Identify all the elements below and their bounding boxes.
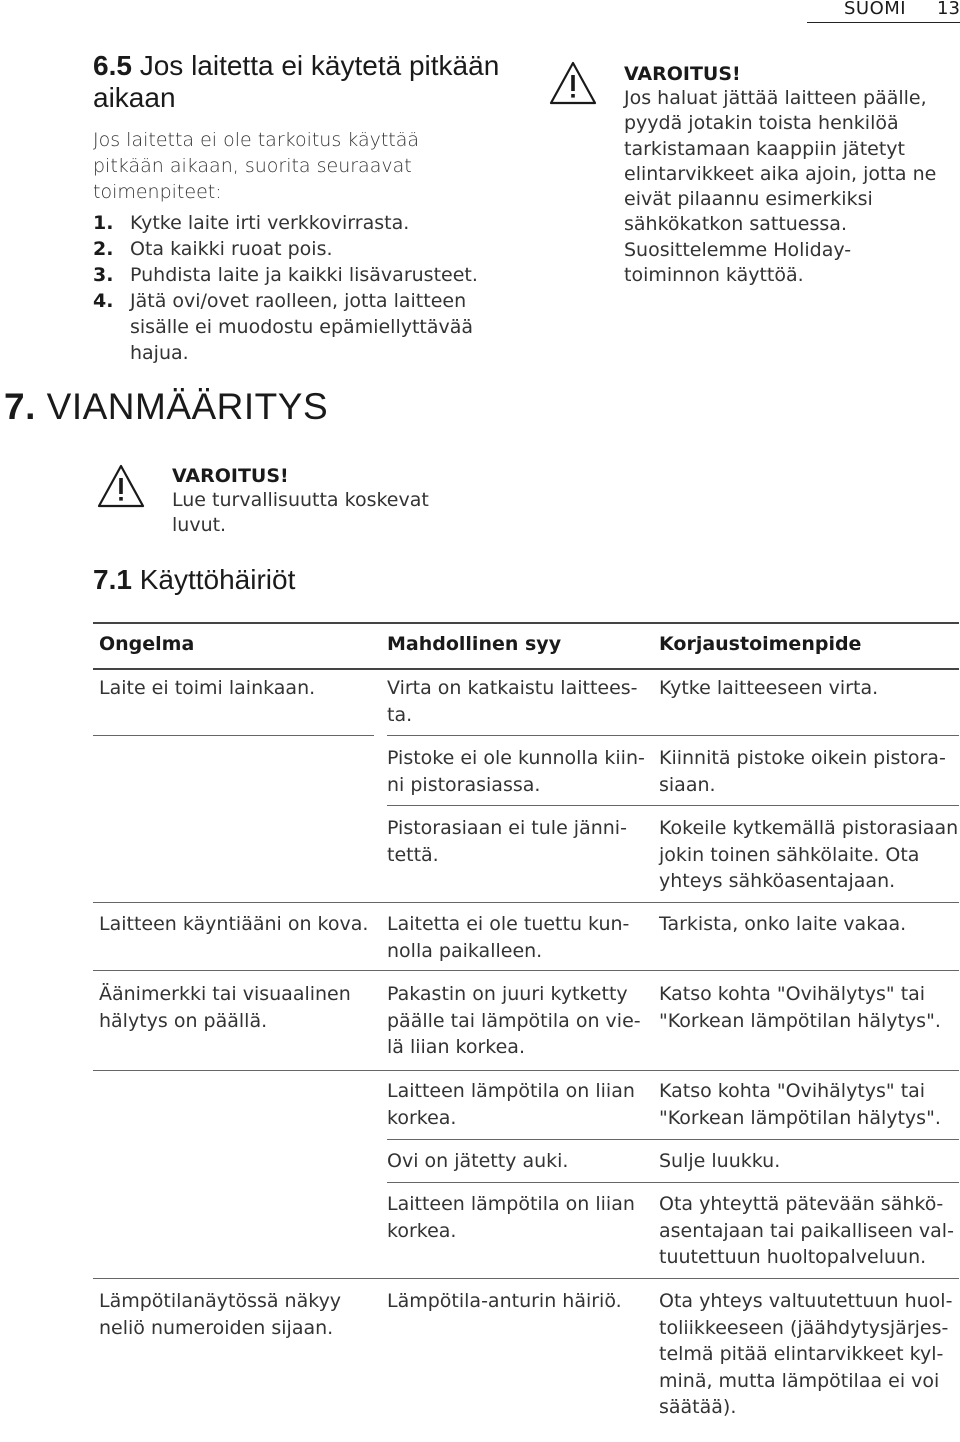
table-cell-problem: Laitteen käyntiääni on kova.	[99, 913, 369, 935]
warning-title: VAROITUS!	[624, 63, 741, 85]
table-cell-remedy: Katso kohta "Ovihälytys" tai "Korkean lämpötilan hälytys".	[659, 1080, 941, 1129]
section-7-1-heading	[93, 563, 295, 597]
header-rule	[807, 22, 960, 23]
row-divider	[387, 805, 959, 806]
step-number: 1.	[93, 212, 114, 234]
table-cell-problem: Laite ei toimi lainkaan.	[99, 677, 316, 699]
section-title: Käyttöhäiriöt	[139, 564, 296, 595]
column-header-problem: Ongelma	[99, 633, 195, 655]
step-item	[93, 288, 513, 366]
table-cell-remedy: Kokeile kytkemällä pistorasiaan jokin toinen sähkölaite. Ota yhteys sähköasentajaan.	[659, 817, 959, 892]
row-divider	[93, 735, 374, 736]
steps-list	[93, 210, 513, 366]
section-7-heading	[4, 385, 328, 429]
row-divider	[93, 970, 959, 971]
table-cell-cause: Virta on katkaistu laitteesta.	[387, 677, 638, 726]
row-divider	[387, 735, 959, 736]
row-divider	[93, 902, 959, 903]
step-number: 4.	[93, 290, 114, 312]
table-cell-remedy: Katso kohta "Ovihälytys" tai "Korkean lämpötilan hälytys".	[659, 983, 941, 1032]
table-cell-cause: Pakastin on juuri kytketty päälle tai lämpötila on vielä liian korkea.	[387, 983, 641, 1058]
table-cell-problem: Äänimerkki tai visuaalinen hälytys on päällä.	[99, 983, 351, 1032]
page-number: 13	[937, 0, 960, 19]
step-text: Jätä ovi/ovet raolleen, jotta laitteen sisälle ei muodostu epämiellyttävää hajua.	[130, 290, 474, 364]
table-cell-cause: Lämpötila-anturin häiriö.	[387, 1290, 622, 1312]
warning-text: Jos haluat jättää laitteen päälle, pyydä jotakin toista henkilöä tarkistamaan kaappiin jätetyt elintarvikkeet aika ajoin, jotta ne eivät pilaannu esimerkiksi sähkökatkon sattuessa. Suosittelemme Holiday-toiminnon käyttöä.	[624, 87, 937, 287]
row-divider	[93, 1070, 959, 1071]
step-number: 2.	[93, 238, 114, 260]
column-header-cause: Mahdollinen syy	[387, 633, 562, 655]
row-divider	[387, 1139, 959, 1140]
warning-triangle-icon	[548, 60, 598, 106]
warning-box-holiday	[624, 62, 944, 288]
table-cell-problem: Lämpötilanäytössä näkyy neliö numeroiden sijaan.	[99, 1290, 342, 1339]
section-number: 6.5	[93, 50, 132, 81]
row-divider	[93, 1278, 959, 1279]
table-cell-remedy: Ota yhteyttä pätevään sähköasentajaan tai paikalliseen valtuutettuun huoltopalveluun.	[659, 1193, 954, 1268]
step-item	[93, 262, 513, 288]
section-title: Jos laitetta ei käytetä pitkään aikaan	[93, 50, 500, 113]
table-cell-remedy: Kytke laitteeseen virta.	[659, 677, 879, 699]
table-cell-remedy: Kiinnitä pistoke oikein pistorasiaan.	[659, 747, 946, 796]
step-text: Ota kaikki ruoat pois.	[130, 238, 333, 260]
table-cell-cause: Laitetta ei ole tuettu kunnolla paikalleen.	[387, 913, 630, 962]
step-number: 3.	[93, 264, 114, 286]
warning-text: Lue turvallisuutta koskevat luvut.	[172, 489, 429, 537]
table-cell-cause: Pistoke ei ole kunnolla kiinni pistorasiassa.	[387, 747, 645, 796]
header-language: SUOMI	[844, 0, 907, 19]
row-divider	[387, 1182, 959, 1183]
step-text: Kytke laite irti verkkovirrasta.	[130, 212, 410, 234]
warning-box-safety	[172, 464, 472, 539]
table-cell-cause: Laitteen lämpötila on liian korkea.	[387, 1080, 635, 1129]
table-cell-remedy: Sulje luukku.	[659, 1150, 781, 1172]
table-cell-remedy: Tarkista, onko laite vakaa.	[659, 913, 907, 935]
table-cell-cause: Ovi on jätetty auki.	[387, 1150, 569, 1172]
section-6-5-intro: Jos laitetta ei ole tarkoitus käyttää pitkään aikaan, suorita seuraavat toimenpiteet:	[93, 129, 420, 203]
column-header-remedy: Korjaustoimenpide	[659, 633, 862, 655]
section-title: VIANMÄÄRITYS	[46, 386, 329, 427]
section-number: 7.	[4, 386, 36, 427]
warning-title: VAROITUS!	[172, 465, 289, 487]
step-item	[93, 210, 513, 236]
table-cell-remedy: Ota yhteys valtuutettuun huoltoliikkeeseen (jäähdytysjärjestelmä pitää elintarvikkeet kylminä, mutta lämpötilaa ei voi säätää).	[659, 1290, 953, 1418]
section-6-5-heading	[93, 50, 513, 114]
table-cell-cause: Pistorasiaan ei tule jännitettä.	[387, 817, 627, 866]
warning-triangle-icon	[96, 463, 146, 509]
table-cell-cause: Laitteen lämpötila on liian korkea.	[387, 1193, 635, 1242]
troubleshooting-table	[93, 622, 959, 1418]
table-body	[93, 622, 959, 1442]
section-number: 7.1	[93, 564, 132, 595]
step-item	[93, 236, 513, 262]
step-text: Puhdista laite ja kaikki lisävarusteet.	[130, 264, 478, 286]
